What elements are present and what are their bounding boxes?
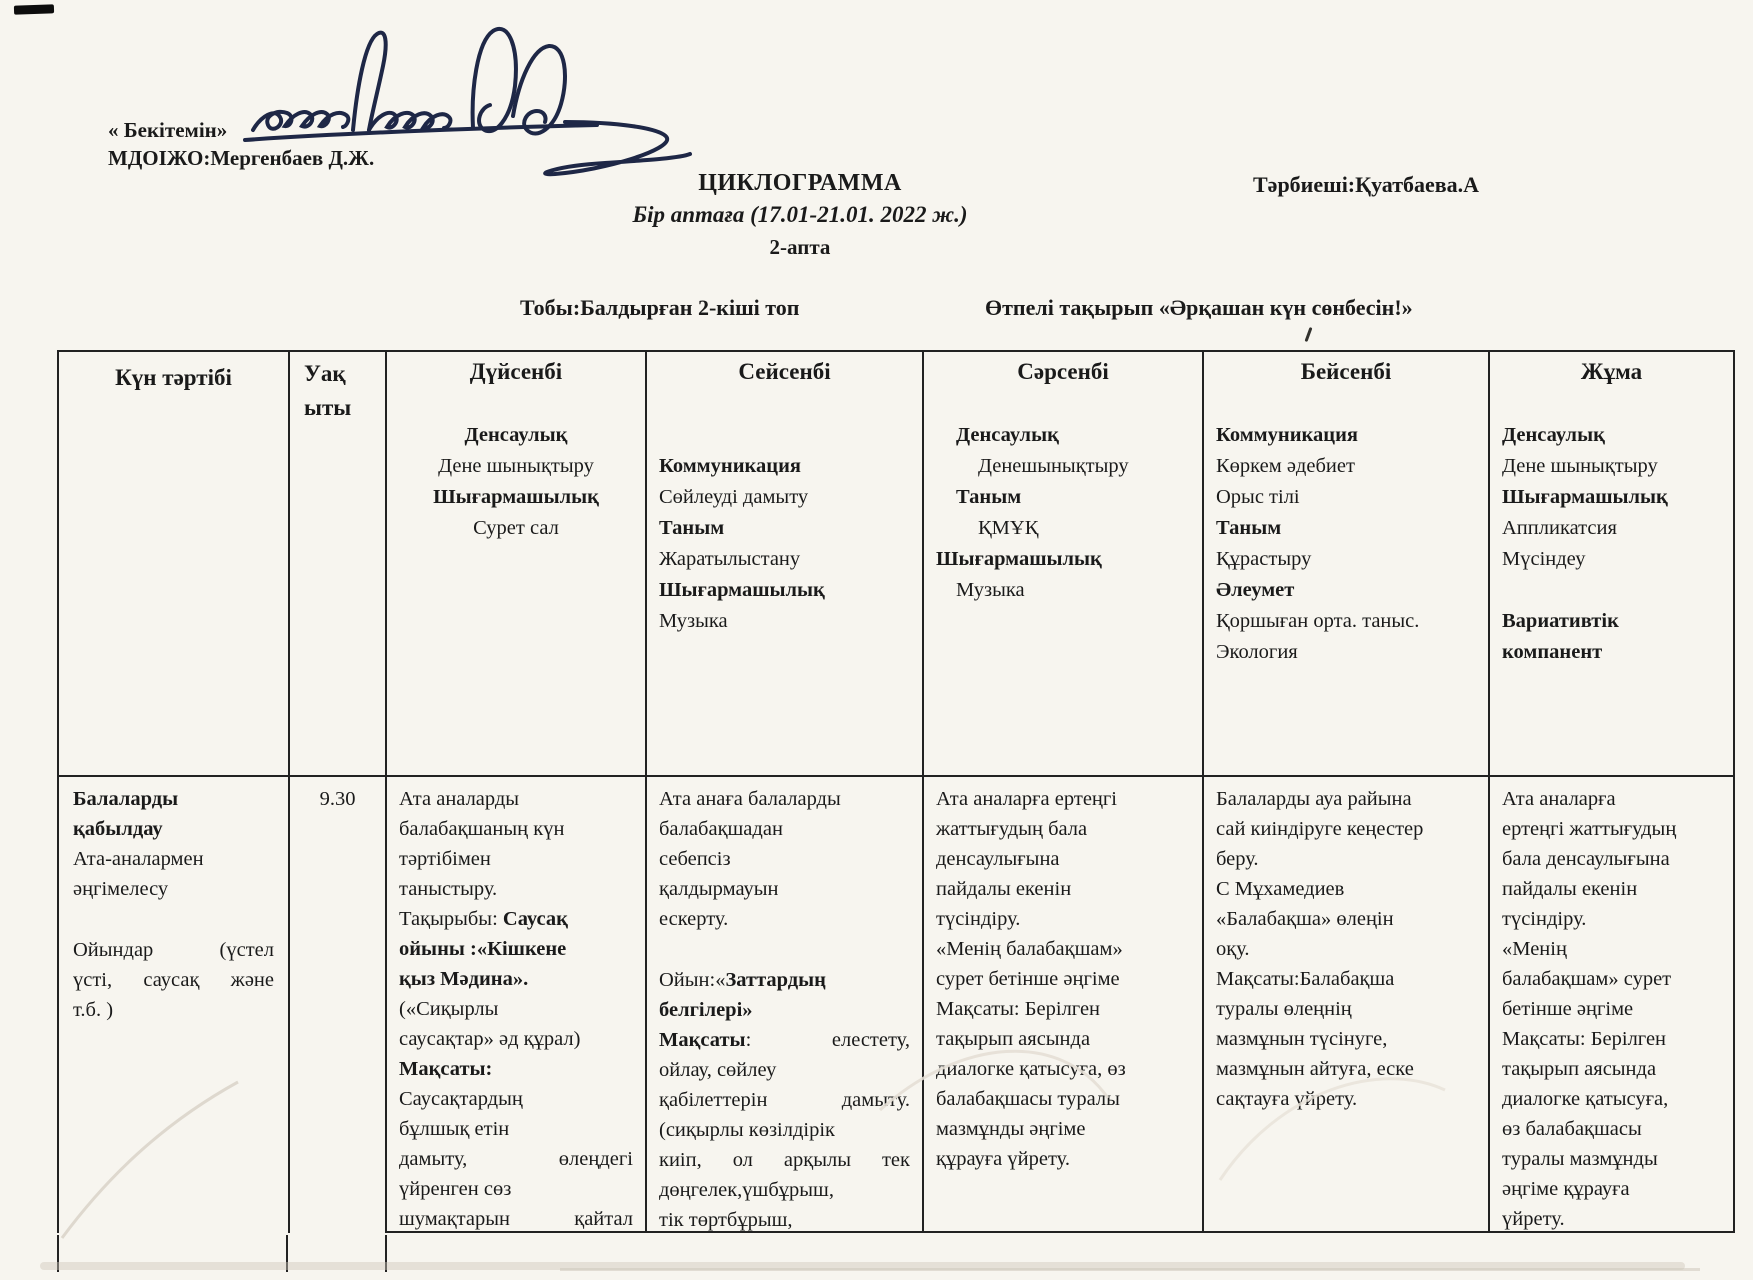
schedule-body-cell-sarsenbi bbox=[924, 777, 1204, 1233]
scanner-edge-mark bbox=[14, 4, 54, 14]
text-line: Мақсаты: елестету, bbox=[659, 1029, 910, 1051]
schedule-table bbox=[57, 350, 1735, 1233]
approval-stamp-label: « Бекітемін» bbox=[108, 118, 228, 142]
text-line: «Менің балабақшам» bbox=[936, 938, 1123, 960]
text-line: (сиқырлы көзілдірік bbox=[659, 1119, 836, 1141]
text-line: балабақшадан bbox=[659, 818, 783, 840]
day-title-seysenbi: Сейсенбі bbox=[738, 359, 831, 384]
text-line: Құрастыру bbox=[1216, 548, 1312, 570]
text-line: дамыту, өлеңдегі bbox=[399, 1148, 633, 1170]
day-title-kun-tartibi: Күн тәртібі bbox=[115, 365, 232, 390]
text-line: беру. bbox=[1216, 848, 1259, 870]
text-line: үйрету. bbox=[1502, 1208, 1565, 1230]
text-line: пайдалы екенін bbox=[936, 878, 1072, 900]
pen-tick-mark bbox=[1305, 327, 1313, 342]
text-line: мазмұнын айтуға, еске bbox=[1216, 1058, 1414, 1080]
text-line: шумақтарын қайтал bbox=[399, 1208, 633, 1230]
day-header-cell-zhuma bbox=[1490, 352, 1735, 777]
text-line: Ойын:«Заттардың bbox=[659, 969, 826, 991]
text-line: оқу. bbox=[1216, 938, 1250, 960]
text-line: Қоршыған орта. таныс. bbox=[1216, 610, 1420, 632]
text-line: «Балабақша» өлеңін bbox=[1216, 908, 1394, 930]
text-line: түсіндіру. bbox=[936, 908, 1021, 930]
schedule-body-cell-duysenbi bbox=[387, 777, 647, 1233]
day-title-sarsenbi: Сәрсенбі bbox=[1017, 359, 1109, 384]
text-line: Мақсаты:Балабақша bbox=[1216, 968, 1395, 990]
approval-block bbox=[108, 116, 374, 172]
day-title-duysenbi: Дүйсенбі bbox=[469, 359, 563, 384]
text-line: Вариативтік bbox=[1502, 610, 1619, 632]
text-line: Шығармашылық bbox=[433, 486, 599, 508]
text-line: тік төртбұрыш, bbox=[659, 1209, 793, 1231]
text-line: Жаратылыстану bbox=[659, 548, 801, 570]
text-line: белгілері» bbox=[659, 999, 753, 1021]
document-title: ЦИКЛОГРАММА bbox=[698, 170, 902, 196]
text-line: Аппликатсия bbox=[1502, 517, 1617, 539]
text-line: пайдалы екенін bbox=[1502, 878, 1638, 900]
text-line: ҚМҰҚ bbox=[978, 517, 1039, 539]
text-line bbox=[659, 420, 910, 451]
theme-label: Өтпелі тақырып «Әрқашан күн сөнбесін!» bbox=[985, 295, 1413, 320]
text-line: қыз Мәдина». bbox=[399, 968, 529, 990]
text-line: Тақырыбы: Саусақ bbox=[399, 908, 568, 930]
day-header-cell-duysenbi bbox=[387, 352, 647, 777]
text-line: бетінше әңгіме bbox=[1502, 998, 1634, 1020]
text-line: Дене шынықтыру bbox=[438, 455, 594, 477]
text-line: себепсіз bbox=[659, 848, 731, 870]
scan-edge-shadow bbox=[40, 1262, 1685, 1270]
text-line: Орыс тілі bbox=[1216, 486, 1300, 508]
text-line: мазмұнын түсінуге, bbox=[1216, 1028, 1388, 1050]
day-header-cell-seysenbi bbox=[647, 352, 924, 777]
text-line: мазмұнды әңгіме bbox=[936, 1118, 1086, 1140]
day-header-cell-kun-tartibi bbox=[59, 352, 290, 777]
text-line: «Менің bbox=[1502, 938, 1567, 960]
text-line: т.б. ) bbox=[73, 999, 114, 1021]
text-line: Музыка bbox=[956, 579, 1025, 601]
schedule-body-cell-kun-tartibi bbox=[59, 777, 290, 1233]
text-line: балабақшаның күн bbox=[399, 818, 565, 840]
text-line bbox=[1216, 389, 1476, 420]
text-line: Ата-аналармен bbox=[73, 848, 204, 870]
text-line: («Сиқырлы bbox=[399, 998, 499, 1020]
text-line: Ата аналарды bbox=[399, 788, 520, 810]
text-line: Әлеумет bbox=[1216, 579, 1295, 601]
day-header-cell-uakyty bbox=[290, 352, 387, 777]
day-title-beysenbi: Бейсенбі bbox=[1300, 359, 1392, 384]
text-line: Музыка bbox=[659, 610, 728, 632]
text-line: диалогке қатысуға, bbox=[1502, 1088, 1669, 1110]
text-line: туралы өлеңнің bbox=[1216, 998, 1352, 1020]
text-line bbox=[1502, 575, 1721, 606]
text-line bbox=[659, 934, 910, 965]
text-line: Мақсаты: bbox=[399, 1058, 493, 1080]
text-line: Сурет сал bbox=[473, 517, 559, 539]
text-line: С Мұхамедиев bbox=[1216, 878, 1345, 900]
day-header-cell-sarsenbi bbox=[924, 352, 1204, 777]
text-line: Сөйлеуді дамыту bbox=[659, 486, 809, 508]
text-line: балабақшасы туралы bbox=[936, 1088, 1120, 1110]
text-line: қалдырмауын bbox=[659, 878, 779, 900]
schedule-body-cell-zhuma bbox=[1490, 777, 1735, 1233]
text-line: бұлшық етін bbox=[399, 1118, 510, 1140]
text-line: Балаларды ауа райына bbox=[1216, 788, 1412, 810]
text-line: Шығармашылық bbox=[659, 579, 825, 601]
teacher-name: Тәрбиеші:Қуатбаева.А bbox=[1253, 172, 1480, 197]
text-line: сақтауға үйрету. bbox=[1216, 1088, 1358, 1110]
text-line: дөңгелек,үшбұрыш, bbox=[659, 1179, 834, 1201]
text-line: Көркем әдебиет bbox=[1216, 455, 1355, 477]
text-line: компанент bbox=[1502, 641, 1603, 663]
text-line: ертеңгі жаттығудың bbox=[1502, 818, 1677, 840]
text-line: әңгімелесу bbox=[73, 878, 169, 900]
text-line: түсіндіру. bbox=[1502, 908, 1587, 930]
text-line: қабылдау bbox=[73, 818, 163, 840]
text-line: Коммуникация bbox=[659, 455, 801, 477]
text-line: Таным bbox=[956, 486, 1022, 508]
text-line: Шығармашылық bbox=[1502, 486, 1668, 508]
text-line: ойлау, сөйлеу bbox=[659, 1059, 777, 1081]
text-line: ескерту. bbox=[659, 908, 729, 930]
text-line: Мүсіндеу bbox=[1502, 548, 1586, 570]
schedule-body-cell-uakyty bbox=[290, 777, 387, 1233]
text-line: Денсаулық bbox=[1502, 424, 1605, 446]
text-line: Балаларды bbox=[73, 788, 179, 810]
text-line: қабілеттерін дамыту. bbox=[659, 1089, 910, 1111]
week-label: 2-апта bbox=[769, 235, 831, 259]
text-line: тақырып аясында bbox=[1502, 1058, 1657, 1080]
approver-name: МДОІЖО:Мергенбаев Д.Ж. bbox=[108, 146, 375, 170]
text-line: өз балабақшасы bbox=[1502, 1118, 1642, 1140]
text-line: Шығармашылық bbox=[936, 548, 1102, 570]
text-line: Саусақтардың bbox=[399, 1088, 523, 1110]
text-line: Коммуникация bbox=[1216, 424, 1358, 446]
text-line: жаттығудың бала bbox=[936, 818, 1088, 840]
text-line bbox=[399, 389, 633, 420]
day-title-zhuma: Жұма bbox=[1580, 359, 1643, 384]
text-line: Экология bbox=[1216, 641, 1298, 663]
text-line: саусақтар» әд құрал) bbox=[399, 1028, 581, 1050]
text-line: Мақсаты: Берілген bbox=[1502, 1028, 1667, 1050]
text-line: диалогке қатысуға, өз bbox=[936, 1058, 1126, 1080]
document-subtitle: Бір аптаға (17.01-21.01. 2022 ж.) bbox=[632, 202, 968, 227]
text-line bbox=[659, 389, 910, 420]
day-title-uakyty: Уақ ыты bbox=[304, 361, 352, 420]
text-line: Денешынықтыру bbox=[978, 455, 1129, 477]
text-line: әңгіме құрауға bbox=[1502, 1178, 1630, 1200]
text-line: 9.30 bbox=[319, 788, 356, 810]
text-line: құрауға үйрету. bbox=[936, 1148, 1070, 1170]
text-line: бала денсаулығына bbox=[1502, 848, 1670, 870]
text-line: Ойындар (үстел bbox=[73, 939, 274, 961]
text-line: денсаулығына bbox=[936, 848, 1060, 870]
text-line: таныстыру. bbox=[399, 878, 498, 900]
day-header-cell-beysenbi bbox=[1204, 352, 1490, 777]
text-line: үсті, саусақ және bbox=[73, 969, 274, 991]
text-line: Таным bbox=[1216, 517, 1282, 539]
schedule-body-cell-seysenbi bbox=[647, 777, 924, 1233]
text-line: тақырып аясында bbox=[936, 1028, 1091, 1050]
text-line bbox=[73, 904, 274, 935]
text-line: ойыны :«Кішкене bbox=[399, 938, 567, 960]
text-line: балабақшам» сурет bbox=[1502, 968, 1672, 990]
text-line: Мақсаты: Берілген bbox=[936, 998, 1101, 1020]
document-title-block bbox=[600, 170, 1000, 260]
text-line: сурет бетінше әңгіме bbox=[936, 968, 1120, 990]
text-line bbox=[1502, 389, 1721, 420]
text-line: Дене шынықтыру bbox=[1502, 455, 1658, 477]
text-line: Денсаулық bbox=[464, 424, 568, 446]
text-line: Денсаулық bbox=[956, 424, 1059, 446]
schedule-body-cell-beysenbi bbox=[1204, 777, 1490, 1233]
text-line: Ата аналарға ертеңгі bbox=[936, 788, 1117, 810]
group-name: Тобы:Балдырған 2-кіші топ bbox=[520, 295, 800, 320]
text-line: тәртібімен bbox=[399, 848, 491, 870]
text-line: Таным bbox=[659, 517, 725, 539]
text-line: Ата анаға балаларды bbox=[659, 788, 841, 810]
text-line: үйренген сөз bbox=[399, 1178, 512, 1200]
text-line bbox=[936, 389, 1190, 420]
text-line: сай киіндіруге кеңестер bbox=[1216, 818, 1424, 840]
text-line: туралы мазмұнды bbox=[1502, 1148, 1658, 1170]
text-line: киіп, ол арқылы тек bbox=[659, 1149, 910, 1171]
text-line: Ата аналарға bbox=[1502, 788, 1616, 810]
